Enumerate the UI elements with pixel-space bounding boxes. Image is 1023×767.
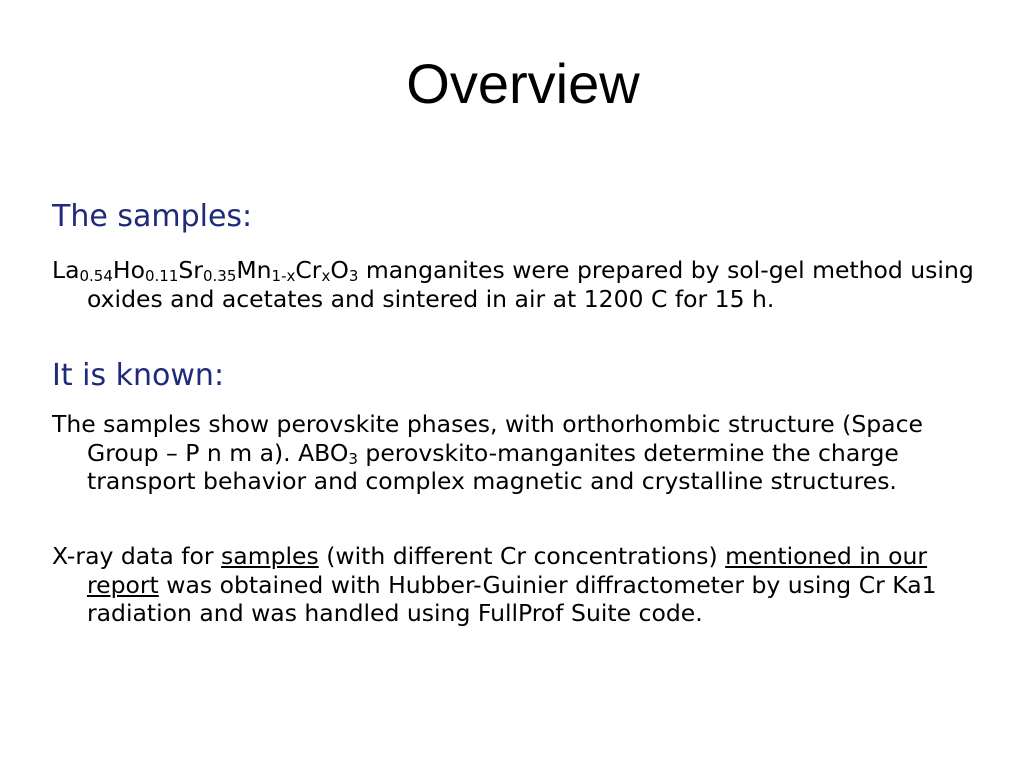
formula-cr-sub: x bbox=[321, 267, 331, 285]
formula-ho: Ho bbox=[112, 256, 145, 284]
samples-link[interactable]: samples bbox=[221, 542, 319, 570]
xray-text-c: was obtained with Hubber-Guinier diffractometer by using Cr Ka1 radiation and was handled using FullProf Suite code. bbox=[87, 570, 937, 627]
xray-text-a: X-ray data for bbox=[52, 542, 222, 570]
known-heading: It is known: bbox=[52, 358, 225, 393]
slide-title: Overview bbox=[406, 52, 640, 115]
perovskite-text-a: The samples show perovskite phases, with orthorhombic structure (Space Group – P n m a). ABO bbox=[52, 410, 923, 467]
xray-text-b: (with different Cr concentrations) bbox=[318, 542, 726, 570]
samples-text: manganites were prepared by sol-gel method using oxides and acetates and sintered in air at 1200 C for 15 h. bbox=[87, 256, 974, 313]
formula-o: O bbox=[330, 256, 349, 284]
formula-mn: Mn bbox=[236, 256, 272, 284]
abo3-sub: 3 bbox=[348, 449, 358, 468]
formula-sr-sub: 0.35 bbox=[202, 267, 237, 285]
perovskite-paragraph bbox=[52, 410, 982, 496]
report-link[interactable]: mentioned in our report bbox=[87, 542, 928, 599]
samples-paragraph bbox=[52, 256, 982, 313]
perovskite-text-b: perovskito-manganites determine the charge transport behavior and complex magnetic and crystalline structures. bbox=[87, 438, 899, 495]
formula-cr: Cr bbox=[295, 256, 322, 284]
formula-o-sub: 3 bbox=[348, 267, 359, 285]
formula-ho-sub: 0.11 bbox=[144, 267, 179, 285]
xray-paragraph bbox=[52, 542, 982, 628]
samples-heading: The samples: bbox=[52, 199, 253, 234]
formula-mn-sub: 1-x bbox=[271, 267, 296, 285]
formula-la-sub: 0.54 bbox=[79, 267, 113, 285]
formula-la: La bbox=[52, 256, 80, 284]
formula-sr: Sr bbox=[178, 256, 203, 284]
